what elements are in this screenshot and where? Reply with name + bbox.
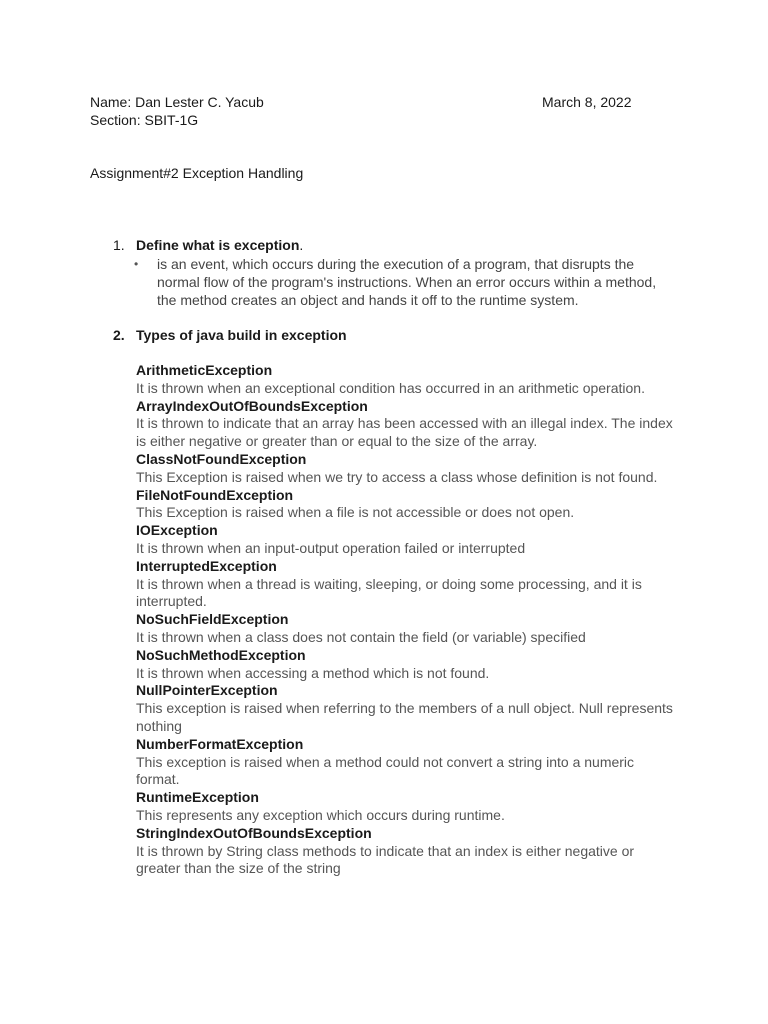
exception-name: ArithmeticException bbox=[136, 362, 273, 378]
exception-description: It is thrown when a thread is waiting, sleeping, or doing some processing, and it is interrupted. bbox=[136, 575, 642, 610]
question-1-number: 1. bbox=[113, 237, 125, 253]
exception-item bbox=[136, 487, 681, 523]
question-2-title: Types of java build in exception bbox=[136, 327, 347, 343]
exception-description: It is thrown when an exceptional condition has occurred in an arithmetic operation. bbox=[136, 379, 645, 396]
exception-name: NoSuchMethodException bbox=[136, 646, 306, 663]
question-1-title-text: Define what is exception bbox=[136, 237, 300, 253]
exception-item bbox=[136, 558, 681, 611]
exception-description: This Exception is raised when a file is not accessible or does not open. bbox=[136, 504, 575, 521]
exception-name: IOException bbox=[136, 522, 218, 539]
exception-description: It is thrown when an input-output operation failed or interrupted bbox=[136, 539, 526, 556]
exception-name: NoSuchFieldException bbox=[136, 611, 289, 628]
exception-name: ClassNotFoundException bbox=[136, 450, 307, 467]
exception-item bbox=[136, 736, 681, 789]
exception-item bbox=[136, 789, 681, 825]
assignment-title: Assignment#2 Exception Handling bbox=[90, 165, 304, 181]
exception-item bbox=[136, 647, 681, 683]
exception-description: This Exception is raised when we try to access a class whose definition is not found. bbox=[136, 468, 658, 485]
exception-description: This exception is raised when referring to the members of a null object. Null represents nothing bbox=[136, 700, 673, 734]
exception-name: NumberFormatException bbox=[136, 735, 304, 752]
exception-item bbox=[136, 825, 681, 878]
student-section: Section: SBIT-1G bbox=[90, 112, 199, 128]
document-date: March 8, 2022 bbox=[542, 94, 632, 110]
exception-name: ArrayIndexOutOfBoundsException bbox=[136, 397, 368, 414]
question-2-number: 2. bbox=[113, 327, 125, 343]
exception-description: It is thrown when accessing a method which is not found. bbox=[136, 664, 490, 681]
exception-name: RuntimeException bbox=[136, 789, 259, 806]
exception-item bbox=[136, 398, 681, 451]
question-1-title bbox=[136, 236, 303, 254]
exception-name: StringIndexOutOfBoundsException bbox=[136, 824, 372, 841]
exception-item bbox=[136, 682, 681, 735]
question-1-title-suffix: . bbox=[299, 237, 304, 253]
bullet-icon: • bbox=[134, 257, 139, 271]
exception-item bbox=[136, 522, 681, 558]
exception-item bbox=[136, 362, 681, 398]
exception-item bbox=[136, 611, 681, 647]
exception-description: This exception is raised when a method could not convert a string into a numeric format. bbox=[136, 753, 635, 788]
student-name: Name: Dan Lester C. Yacub bbox=[90, 94, 264, 110]
exception-name: FileNotFoundException bbox=[136, 486, 294, 503]
exception-name: InterruptedException bbox=[136, 557, 277, 574]
exception-item bbox=[136, 451, 681, 487]
exception-list bbox=[136, 362, 681, 878]
exception-description: It is thrown when a class does not contain the field (or variable) specified bbox=[136, 628, 586, 645]
exception-description: This represents any exception which occurs during runtime. bbox=[136, 806, 505, 823]
exception-name: NullPointerException bbox=[136, 682, 278, 699]
question-1-answer: is an event, which occurs during the execution of a program, that disrupts the normal flow of the program's instructions. When an error occurs within a method, the method creates an object and hands it off to the runtime system. bbox=[157, 256, 657, 308]
exception-description: It is thrown to indicate that an array has been accessed with an illegal index. The index is either negative or greater than or equal to the size of the array. bbox=[136, 415, 673, 450]
exception-description: It is thrown by String class methods to indicate that an index is either negative or greater than the size of the string bbox=[136, 842, 635, 877]
